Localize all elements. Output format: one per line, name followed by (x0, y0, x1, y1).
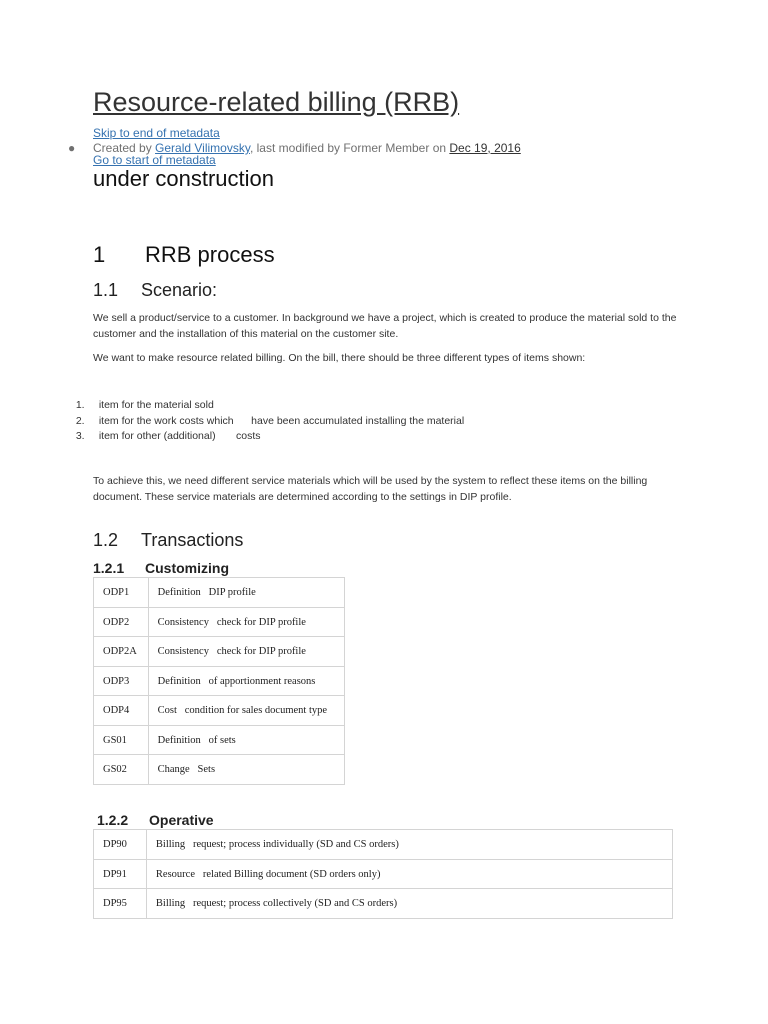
section-title: RRB process (145, 242, 275, 267)
list-item-number: 3. (75, 430, 85, 442)
list-item-text: item for the work costs which have been accumulated installing the material (98, 415, 465, 427)
transaction-description: Consistency check for DIP profile (148, 637, 344, 667)
transaction-code: GS02 (94, 755, 149, 785)
transaction-code: DP95 (94, 889, 147, 919)
transaction-code: ODP2 (94, 608, 149, 637)
subsubsection-heading-operative (97, 811, 214, 829)
transaction-code: ODP4 (94, 696, 149, 726)
subsection-heading-transactions (93, 528, 243, 552)
scenario-paragraph-1: We sell a product/service to a customer. In background we have a project, which is created to produce the material sold to the customer and the installation of this material on the customer site. (93, 312, 677, 340)
go-to-start-link[interactable]: Go to start of metadata (93, 153, 216, 167)
transaction-code: DP91 (94, 860, 147, 889)
status-heading: under construction (93, 166, 274, 191)
subsection-title: Transactions (141, 530, 244, 550)
skip-to-end-link[interactable]: Skip to end of metadata (93, 126, 220, 140)
author-link[interactable]: Gerald Vilimovsky (155, 141, 250, 155)
list-item-number: 1. (75, 399, 85, 411)
table-row (94, 860, 673, 889)
transaction-description: Definition of apportionment reasons (148, 667, 344, 696)
modified-date-link[interactable]: Dec 19, 2016 (449, 141, 521, 155)
transaction-code: ODP2A (94, 637, 149, 667)
section-heading-rrb-process (93, 241, 275, 269)
subsubsection-title: Operative (149, 812, 214, 828)
transaction-description: Billing request; process individually (SD and CS orders) (146, 830, 672, 860)
subsubsection-heading-customizing (93, 559, 229, 577)
transaction-code: ODP1 (94, 578, 149, 608)
subsubsection-number: 1.2.2 (97, 812, 129, 828)
transaction-description: Consistency check for DIP profile (148, 608, 344, 637)
subsection-number: 1.2 (93, 530, 119, 550)
list-item-number: 2. (75, 415, 85, 427)
transaction-description: Resource related Billing document (SD orders only) (146, 860, 672, 889)
subsection-number: 1.1 (93, 280, 119, 300)
table-row (94, 726, 345, 755)
table-row (94, 830, 673, 860)
transaction-description: Definition of sets (148, 726, 344, 755)
transaction-code: ODP3 (94, 667, 149, 696)
scenario-paragraph-2: We want to make resource related billing. On the bill, there should be three different types of items shown: (93, 352, 586, 364)
table-row (94, 889, 673, 919)
list-item (70, 415, 261, 443)
transaction-description: Billing request; process collectively (SD and CS orders) (146, 889, 672, 919)
subsection-heading-scenario (93, 278, 217, 302)
scenario-paragraph-3: To achieve this, we need different service materials which will be used by the system to reflect these items on the billing document. These service materials are determined according to the settings in DIP profile. (93, 475, 648, 503)
table-row (94, 637, 345, 667)
list-item-text: item for other (additional) costs (98, 430, 261, 442)
bullet-icon: ● (68, 141, 76, 155)
transaction-code: DP90 (94, 830, 147, 860)
subsubsection-number: 1.2.1 (93, 560, 125, 576)
modified-by-label: , last modified by Former Member on (249, 141, 450, 155)
section-number: 1 (93, 242, 106, 267)
subsection-title: Scenario: (141, 280, 218, 300)
page-title: Resource-related billing (RRB) (93, 87, 460, 117)
list-item-text: item for the material sold (98, 399, 214, 411)
table-row (94, 667, 345, 696)
created-by-label: Created by (93, 141, 156, 155)
transaction-description: Change Sets (148, 755, 344, 785)
transaction-description: Definition DIP profile (148, 578, 344, 608)
customizing-table (93, 577, 345, 785)
table-row (94, 696, 345, 726)
subsubsection-title: Customizing (145, 560, 229, 576)
table-row (94, 755, 345, 785)
table-row (94, 578, 345, 608)
transaction-description: Cost condition for sales document type (148, 696, 344, 726)
table-row (94, 608, 345, 637)
transaction-code: GS01 (94, 726, 149, 755)
operative-table (93, 829, 673, 919)
